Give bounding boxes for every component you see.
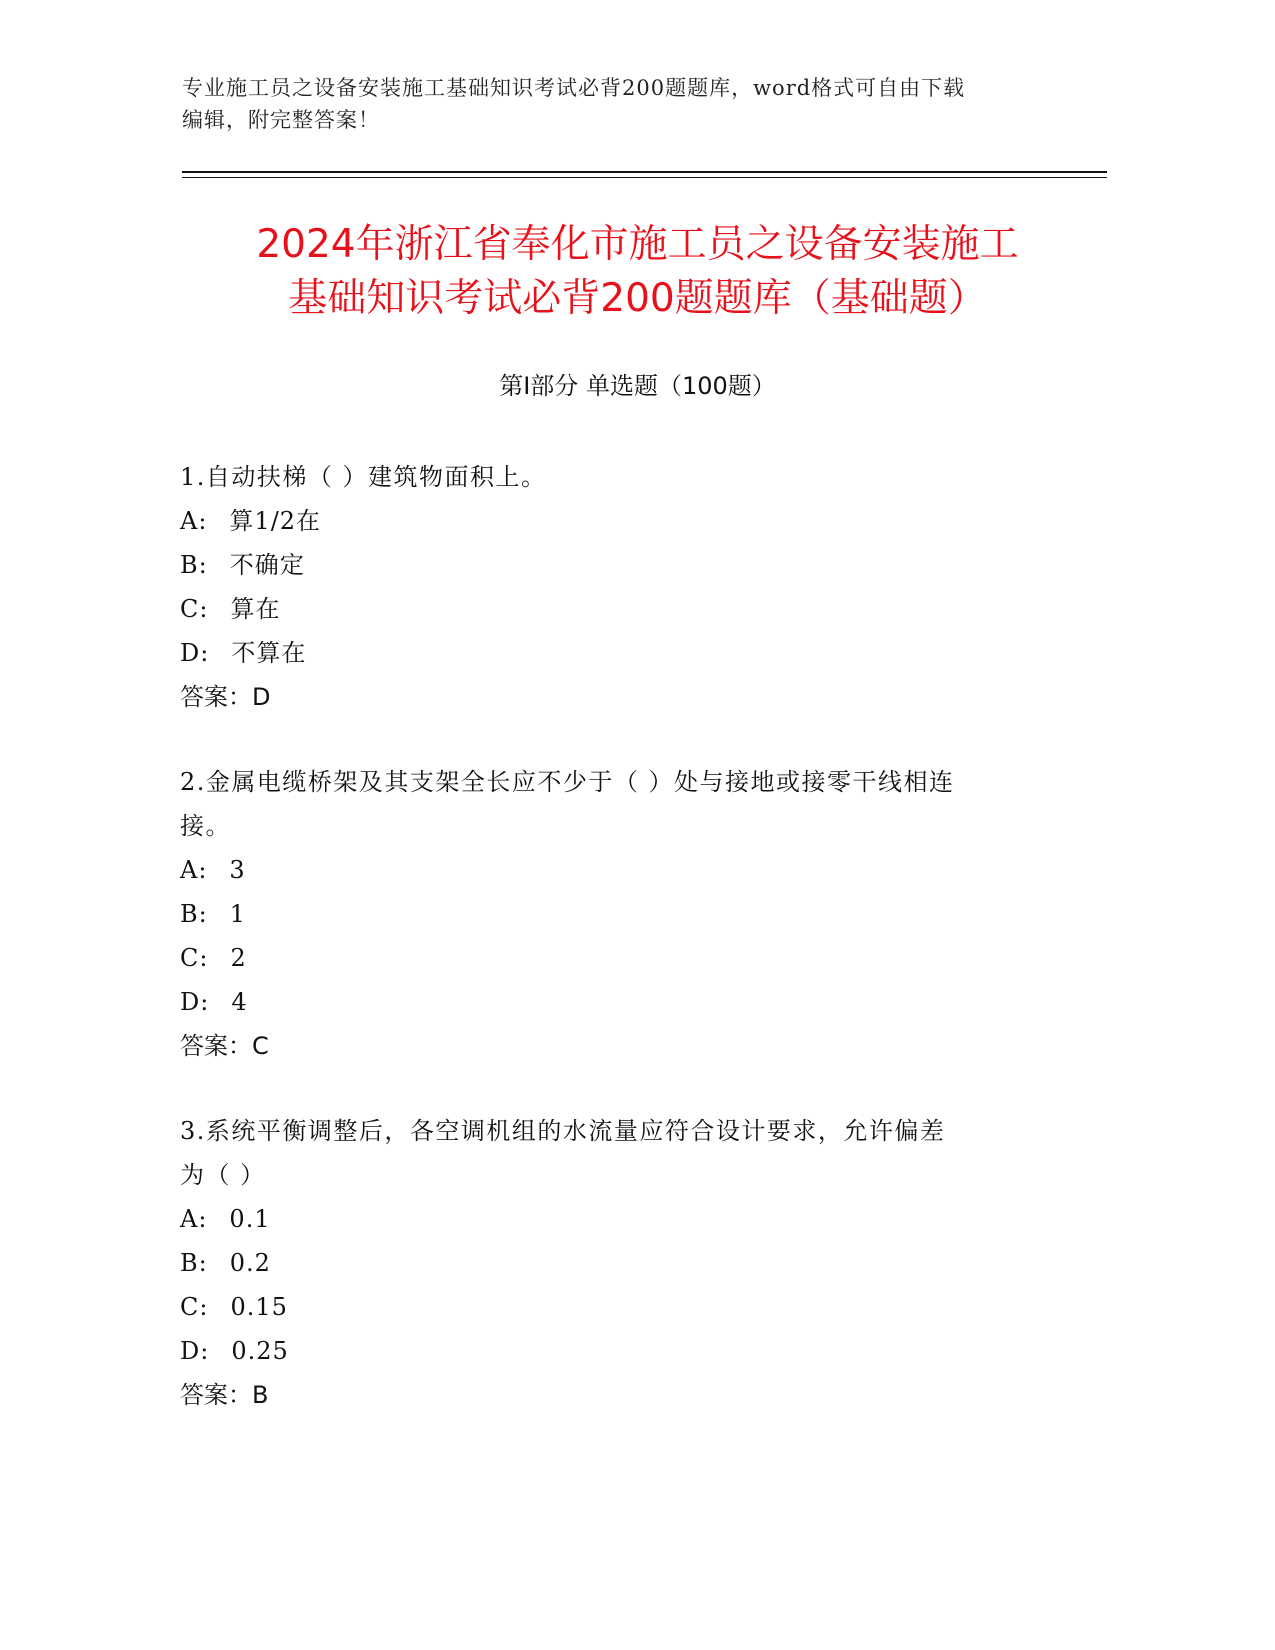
answer-line: 答案：D: [180, 683, 271, 711]
option-letter: C:: [180, 944, 209, 972]
question-stem-continued: 接。: [180, 812, 231, 840]
option-text: 1: [229, 900, 247, 928]
option-letter: A:: [180, 1205, 208, 1233]
option-text: 0.2: [229, 1249, 271, 1277]
question-stem: 1.自动扶梯（ ）建筑物面积上。: [180, 463, 547, 491]
option-text: 2: [230, 944, 247, 972]
question-stem: 2.金属电缆桥架及其支架全长应不少于（ ）处与接地或接零干线相连: [180, 768, 955, 796]
option-letter: A:: [180, 856, 208, 884]
option-letter: B:: [180, 1249, 208, 1277]
document-title-line-1: 2024年浙江省奉化市施工员之设备安装施工: [256, 222, 1019, 267]
option-text: 算在: [230, 595, 281, 623]
section-title: 第Ⅰ部分 单选题（100题）: [499, 372, 776, 400]
answer-line: 答案：C: [180, 1032, 269, 1060]
option-text: 算1/2在: [229, 507, 322, 535]
option-text: 0.15: [230, 1293, 288, 1321]
option-b: [180, 1241, 1040, 1285]
option-a: [180, 848, 1040, 892]
option-letter: C:: [180, 595, 209, 623]
option-a: [180, 1197, 1040, 1241]
header-divider-thin: [182, 177, 1107, 178]
question-2: [180, 760, 1040, 1068]
option-letter: C:: [180, 1293, 209, 1321]
option-text: 不确定: [229, 551, 305, 579]
option-b: [180, 543, 1040, 587]
header-note-line-2: 编辑，附完整答案！: [182, 108, 380, 132]
option-letter: A:: [180, 507, 208, 535]
option-text: 不算在: [231, 639, 307, 667]
question-stem-continued: 为（ ）: [180, 1161, 266, 1189]
document-title: [160, 218, 1115, 326]
question-1: [180, 455, 1040, 719]
option-d: [180, 980, 1040, 1024]
option-c: [180, 587, 1040, 631]
option-a: [180, 499, 1040, 543]
option-d: [180, 631, 1040, 675]
question-3: [180, 1109, 1040, 1417]
header-note-line-1: 专业施工员之设备安装施工基础知识考试必背200题题库，word格式可自由下载: [182, 76, 966, 100]
option-letter: D:: [180, 639, 210, 667]
option-text: 3: [229, 856, 246, 884]
option-text: 0.1: [229, 1205, 271, 1233]
option-letter: B:: [180, 900, 208, 928]
option-b: [180, 892, 1040, 936]
option-text: 4: [231, 988, 248, 1016]
answer-line: 答案：B: [180, 1381, 269, 1409]
option-text: 0.25: [231, 1337, 289, 1365]
option-d: [180, 1329, 1040, 1373]
option-letter: D:: [180, 1337, 210, 1365]
option-c: [180, 936, 1040, 980]
header-note: [182, 72, 1062, 136]
question-list: [180, 455, 1040, 1458]
option-letter: D:: [180, 988, 210, 1016]
option-letter: B:: [180, 551, 208, 579]
option-c: [180, 1285, 1040, 1329]
header-divider-thick: [182, 171, 1107, 173]
document-title-line-2: 基础知识考试必背200题题库（基础题）: [288, 276, 987, 321]
question-stem: 3.系统平衡调整后，各空调机组的水流量应符合设计要求，允许偏差: [180, 1117, 946, 1145]
